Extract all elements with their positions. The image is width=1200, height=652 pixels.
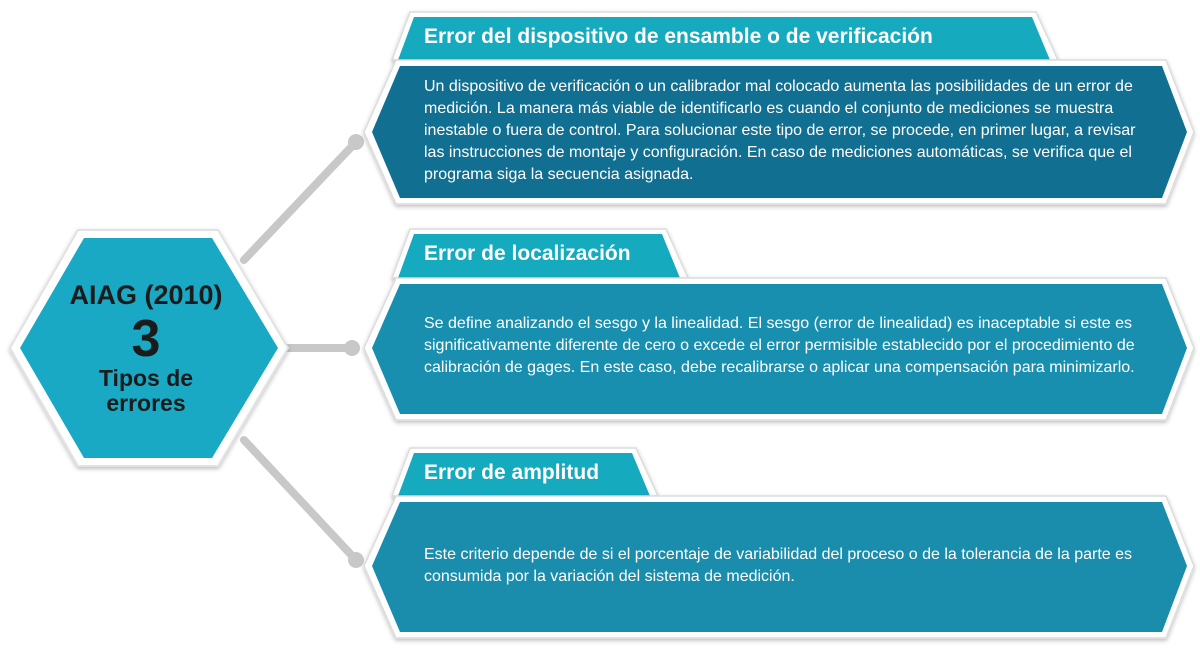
panel-3-text: Este criterio depende de si el porcentaje de variabilidad del proceso o de la tolerancia de la parte es consumida por la variación del sistema de medición. (424, 546, 1132, 585)
connector-dot-3 (348, 552, 364, 568)
panel-2-description (424, 296, 1154, 396)
panel-1-title: Error del dispositivo de ensamble o de verificación (424, 25, 933, 48)
hub-count: 3 (131, 310, 161, 368)
hub-label (20, 232, 272, 464)
hub-subtitle: Tipos de errores (98, 365, 194, 416)
hub-org: AIAG (2010) (69, 280, 223, 310)
panel-2-text: Se define analizando el sesgo y la linealidad. El sesgo (error de linealidad) es inaceptable si este es significativamente diferente de cero o excede el error permisible establecido por el procedimiento de calibración de gages. En este caso, debe recalibrarse o aplicar una compensación para minimizarlo. (424, 315, 1135, 376)
panel-3-title: Error de amplitud (424, 461, 600, 484)
connector-dot-2 (344, 340, 360, 356)
panel-1-text: Un dispositivo de verificación o un calibrador mal colocado aumenta las posibilidades de un error de medición. La manera más viable de identificarlo es cuando el conjunto de mediciones se muestra inestable o fuera de control. Para solucionar este tipo de error, se procede, en primer lugar, a revisar las instrucciones de montaje y configuración. En caso de mediciones automáticas, se verifica que el programa siga la secuencia asignada. (424, 78, 1136, 183)
connector-dot-1 (348, 134, 364, 150)
panel-3-description (424, 534, 1154, 598)
panel-2-title: Error de localización (424, 242, 631, 265)
panel-1-description (424, 72, 1154, 190)
